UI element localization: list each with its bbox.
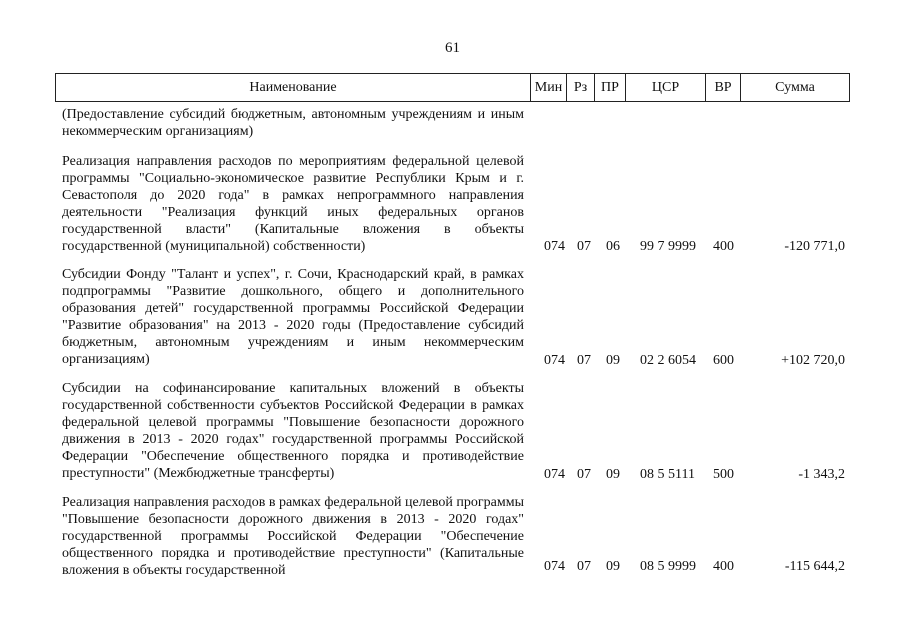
column-header-min: Мин	[531, 74, 567, 101]
row-sum: -1 343,2	[798, 467, 845, 482]
row-rz: 07	[577, 467, 591, 482]
row-rz: 07	[577, 559, 591, 574]
row-vr: 600	[713, 353, 734, 368]
row-rz: 07	[577, 353, 591, 368]
row-csr: 02 2 6054	[640, 353, 696, 368]
page-number: 61	[445, 40, 460, 56]
row-vr: 400	[713, 559, 734, 574]
row-sum: -115 644,2	[784, 559, 845, 574]
column-header-csr: ЦСР	[626, 74, 706, 101]
column-header-rz: Рз	[567, 74, 595, 101]
row-sum: +102 720,0	[781, 353, 845, 368]
row-rz: 07	[577, 239, 591, 254]
row-description: (Предоставление субсидий бюджетным, автономным учреждениям и иным некоммерческим организациям)	[62, 107, 524, 139]
row-csr: 99 7 9999	[640, 239, 696, 254]
row-min: 074	[544, 353, 565, 368]
row-min: 074	[544, 239, 565, 254]
row-description: Реализация направления расходов в рамках федеральной целевой программы "Повышение безопасности дорожного движения в 2013 - 2020 годах" государственной программы Российской Федерации "Обеспечение общественного порядка и противодействие преступности" (Капитальные вложения в объекты государственной	[62, 495, 524, 578]
row-csr: 08 5 9999	[640, 559, 696, 574]
row-description: Субсидии на софинансирование капитальных вложений в объекты государственной собственности субъектов Российской Федерации в рамках федеральной целевой программы "Повышение безопасности дорожного движения в 2013 - 2020 годах" государственной программы Российской Федерации "Обеспечение общественного порядка и противодействие преступности" (Межбюджетные трансферты)	[62, 381, 524, 481]
row-vr: 400	[713, 239, 734, 254]
column-header-vr: ВР	[706, 74, 741, 101]
row-csr: 08 5 5111	[640, 467, 695, 482]
row-min: 074	[544, 559, 565, 574]
row-description: Реализация направления расходов по мероприятиям федеральной целевой программы "Социально-экономическое развитие Республики Крым и г. Севастополя до 2020 года" в рамках непрограммного направления деятельности "Реализация функций иных федеральных органов государственной власти" (Капитальные вложения в объекты государственной (муниципальной) собственности)	[62, 154, 524, 254]
row-sum: -120 771,0	[784, 239, 845, 254]
row-pr: 09	[606, 559, 620, 574]
row-pr: 09	[606, 353, 620, 368]
column-header-pr: ПР	[595, 74, 626, 101]
row-description: Субсидии Фонду "Талант и успех", г. Сочи, Краснодарский край, в рамках подпрограммы "Развитие дошкольного, общего и дополнительного образования детей" государственной программы Российской Федерации "Развитие образования" на 2013 - 2020 годы (Предоставление субсидий бюджетным, автономным учреждениям и иным некоммерческим организациям)	[62, 267, 524, 367]
column-header-sum: Сумма	[775, 80, 815, 95]
table-header	[55, 73, 850, 102]
row-pr: 06	[606, 239, 620, 254]
row-pr: 09	[606, 467, 620, 482]
row-vr: 500	[713, 467, 734, 482]
column-header-name: Наименование	[56, 74, 531, 101]
row-min: 074	[544, 467, 565, 482]
